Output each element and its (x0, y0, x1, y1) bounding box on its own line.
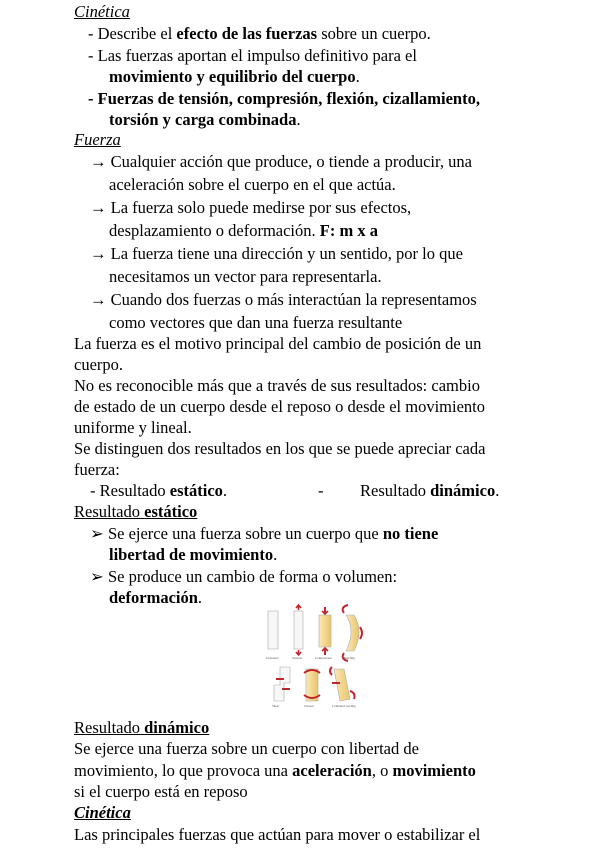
cinematica-item: - Describe el efecto de las fuerzas sobre un cuerpo. (88, 24, 431, 43)
resultado-estatico-item: - Resultado estático. (90, 481, 228, 500)
paragraph-line: cuerpo. (74, 355, 124, 374)
fuerza-item: como vectores que dan una fuerza resultante (109, 313, 403, 332)
compression-shape (319, 607, 331, 655)
paragraph-line: de estado de un cuerpo desde el reposo o desde el movimiento (74, 397, 486, 416)
combined-loading-shape (330, 667, 355, 701)
paragraph-line: No es reconocible más que a través de sus resultados: cambio (74, 376, 480, 395)
fig-label: Compression (315, 656, 332, 660)
cinematica-item: torsión y carga combinada. (109, 110, 301, 129)
fig-label: Unloaded (266, 656, 279, 660)
estatico-item: libertad de movimiento. (109, 545, 278, 564)
cinematica-item: movimiento y equilibrio del cuerpo. (109, 67, 360, 86)
paragraph-line: La fuerza es el motivo principal del cambio de posición de un (74, 334, 482, 353)
resultado-dash: - (318, 481, 324, 500)
fuerza-item: → La fuerza tiene una dirección y un sentido, por lo que (90, 244, 463, 263)
fuerza-item: necesitamos un vector para representarla. (109, 267, 382, 286)
fuerza-item: → Cualquier acción que produce, o tiende a producir, una (90, 152, 472, 171)
fig-label: Bending (344, 656, 355, 660)
fuerza-item: → Cuando dos fuerzas o más interactúan la representamos (90, 290, 477, 309)
torsion-shape (304, 669, 320, 701)
fuerza-item: desplazamiento o deformación. F: m x a (109, 221, 378, 240)
cinematica-item: - Las fuerzas aportan el impulso definitivo para el (88, 46, 417, 65)
unloaded-shape (268, 611, 278, 649)
paragraph-line: fuerza: (74, 460, 120, 479)
dinamico-line: Se ejerce una fuerza sobre un cuerpo con libertad de (74, 739, 419, 758)
paragraph-line: Se distinguen dos resultados en los que se puede apreciar cada (74, 439, 486, 458)
cinematica-item: - Fuerzas de tensión, compresión, flexión, cizallamiento, (88, 89, 480, 108)
dinamico-line: movimiento, lo que provoca una aceleración, o movimiento (74, 761, 476, 780)
bending-shape (343, 605, 362, 661)
dinamico-line: si el cuerpo está en reposo (74, 782, 248, 801)
fuerza-heading: Fuerza (74, 130, 121, 149)
cinetica-heading: Cinética (74, 803, 131, 822)
cinematica-heading: Cinética (74, 2, 130, 21)
fig-label: Torsion (304, 704, 314, 708)
resultado-dinamico-item: Resultado dinámico. (360, 481, 500, 500)
estatico-item: ➢ Se produce un cambio de forma o volumen: (90, 567, 398, 586)
estatico-heading: Resultado estático (74, 502, 198, 521)
paragraph-line: uniforme y lineal. (74, 418, 192, 437)
fig-label: Combined loading (332, 704, 356, 708)
fuerza-item: → La fuerza solo puede medirse por sus efectos, (90, 198, 412, 217)
fig-label: Shear (272, 704, 280, 708)
estatico-item: ➢ Se ejerce una fuerza sobre un cuerpo que no tiene (90, 524, 439, 543)
tension-shape (294, 605, 303, 655)
loading-types-figure (262, 603, 366, 713)
dinamico-heading: Resultado dinámico (74, 718, 210, 737)
fig-label: Tension (292, 656, 303, 660)
shear-shape (274, 667, 290, 701)
last-line: Las principales fuerzas que actúan para mover o estabilizar el (74, 825, 481, 844)
fuerza-item: aceleración sobre el cuerpo en el que actúa. (109, 175, 396, 194)
estatico-item: deformación. (109, 588, 203, 607)
